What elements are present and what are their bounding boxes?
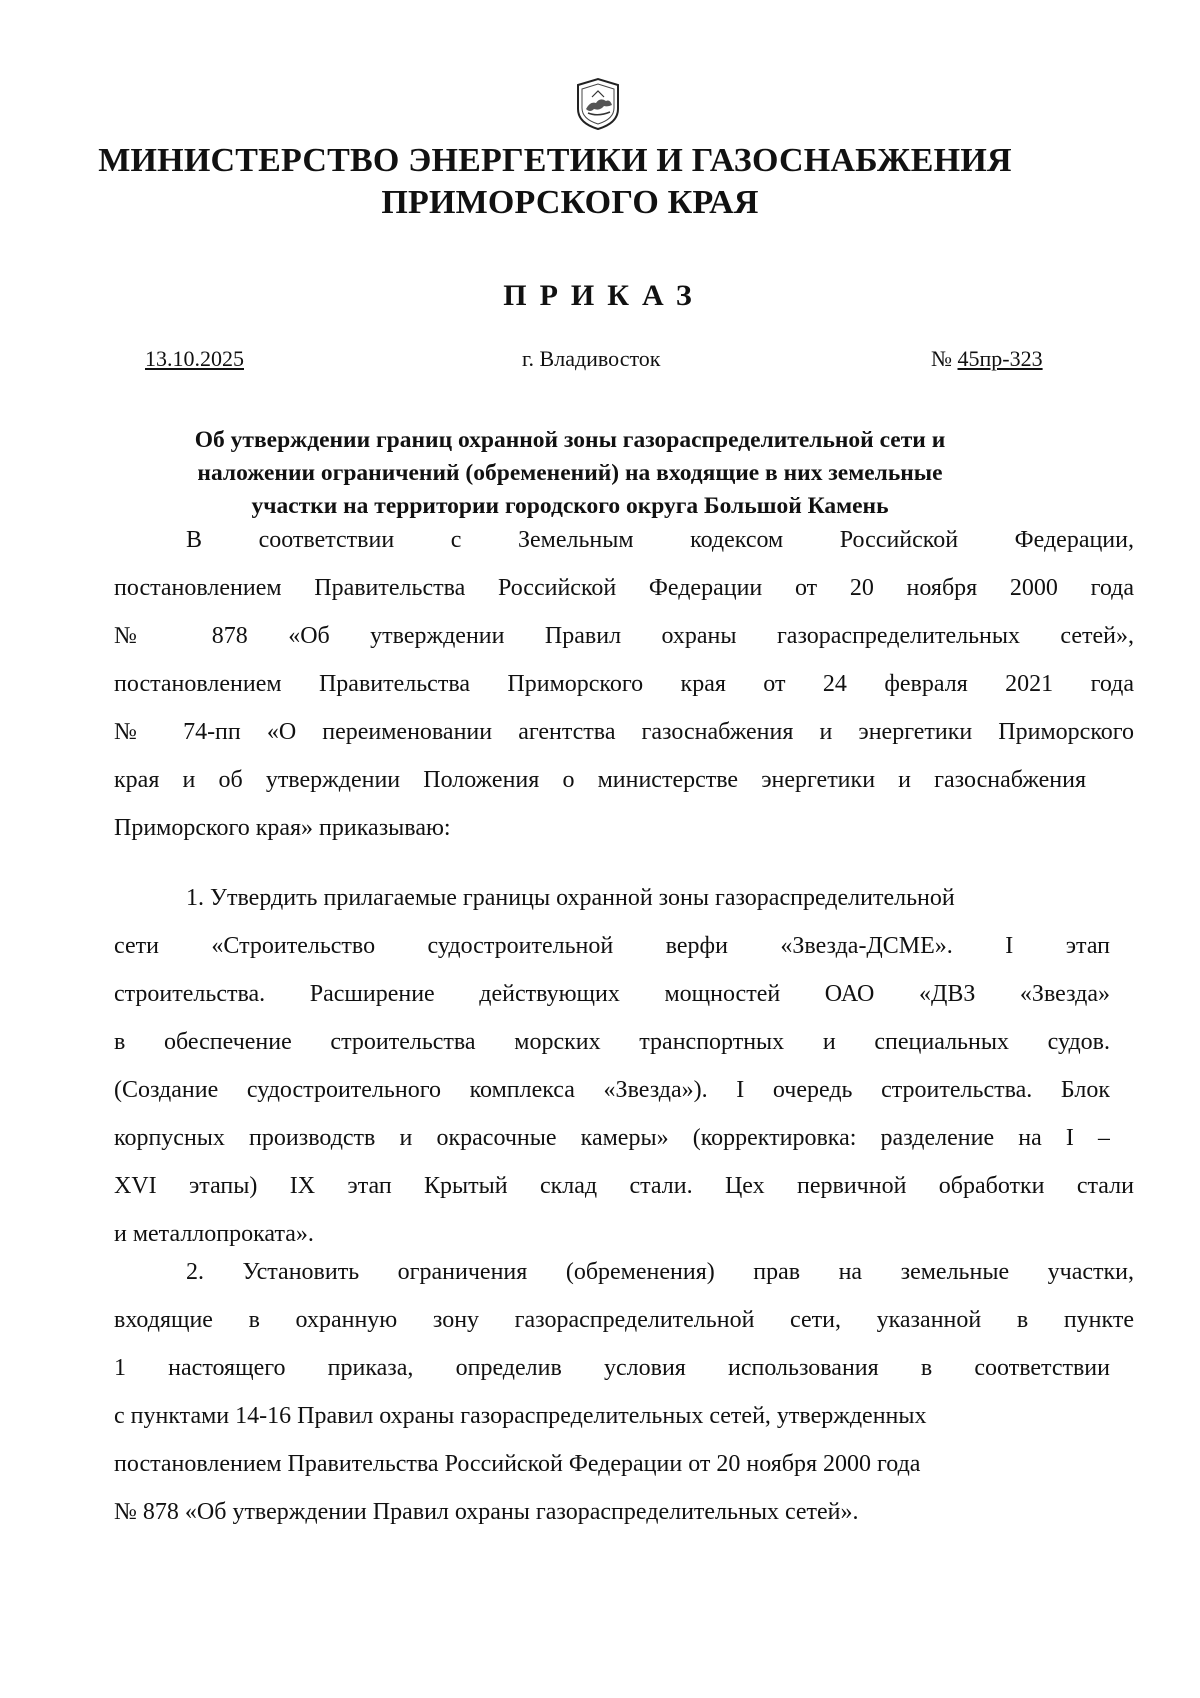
paragraph-line: корпусных производств и окрасочные камеры» (корректировка: разделение на I – [114,1125,1110,1151]
document-number [931,346,1043,372]
subject-line: Об утверждении границ охранной зоны газораспределительной сети и [194,427,946,453]
subject-line: участки на территории городского округа Большой Камень [251,493,889,519]
paragraph-line: 1 настоящего приказа, определив условия использования в соответствии [114,1355,1110,1381]
item-2-paragraph [114,1248,1134,1536]
paragraph-line: 2. Установить ограничения (обременения) прав на земельные участки, [186,1259,1134,1285]
paragraph-line: № 878 «Об утверждении Правил охраны газораспределительных сетей». [114,1499,859,1525]
paragraph-line: с пунктами 14-16 Правил охраны газораспределительных сетей, утвержденных [114,1403,927,1429]
paragraph-line: № 74-пп «О переименовании агентства газоснабжения и энергетики Приморского [114,719,1134,745]
item-1-paragraph [114,874,1134,1258]
ministry-title-line1: МИНИСТЕРСТВО ЭНЕРГЕТИКИ И ГАЗОСНАБЖЕНИЯ [98,142,1012,179]
paragraph-line: и металлопроката». [114,1221,314,1247]
subject-line: наложении ограничений (обременений) на входящие в них земельные [197,460,943,486]
document-subject [0,424,1200,523]
document-type-heading: ПРИКАЗ [503,279,705,312]
paragraph-line: постановлением Правительства Приморского края от 24 февраля 2021 года [114,671,1134,697]
document-meta-row [0,346,1200,378]
preamble-paragraph [114,516,1134,852]
paragraph-line: сети «Строительство судостроительной верфи «Звезда-ДСМЕ». I этап [114,933,1110,959]
document-number-value: 45пр-323 [957,346,1043,371]
paragraph-line: входящие в охранную зону газораспределительной сети, указанной в пункте [114,1307,1134,1333]
coat-of-arms-icon [574,75,622,131]
paragraph-line: 1. Утвердить прилагаемые границы охранной зоны газораспределительной [186,885,955,911]
paragraph-line: края и об утверждении Положения о министерстве энергетики и газоснабжения [114,767,1086,793]
paragraph-line: Приморского края» приказываю: [114,815,451,841]
paragraph-line: в обеспечение строительства морских транспортных и специальных судов. [114,1029,1110,1055]
paragraph-line: (Создание судостроительного комплекса «Звезда»). I очередь строительства. Блок [114,1077,1110,1103]
paragraph-line: постановлением Правительства Российской Федерации от 20 ноября 2000 года [114,575,1134,601]
ministry-title-line2: ПРИМОРСКОГО КРАЯ [381,184,759,221]
document-city: г. Владивосток [522,346,661,371]
paragraph-line: постановлением Правительства Российской Федерации от 20 ноября 2000 года [114,1451,921,1477]
paragraph-line: XVI этапы) IX этап Крытый склад стали. Цех первичной обработки стали [114,1173,1134,1199]
paragraph-line: В соответствии с Земельным кодексом Российской Федерации, [186,527,1134,553]
paragraph-line: № 878 «Об утверждении Правил охраны газораспределительных сетей», [114,623,1134,649]
document-number-prefix: № [931,346,958,371]
ministry-title [0,140,1200,224]
paragraph-line: строительства. Расширение действующих мощностей ОАО «ДВЗ «Звезда» [114,981,1110,1007]
document-date: 13.10.2025 [145,346,244,371]
